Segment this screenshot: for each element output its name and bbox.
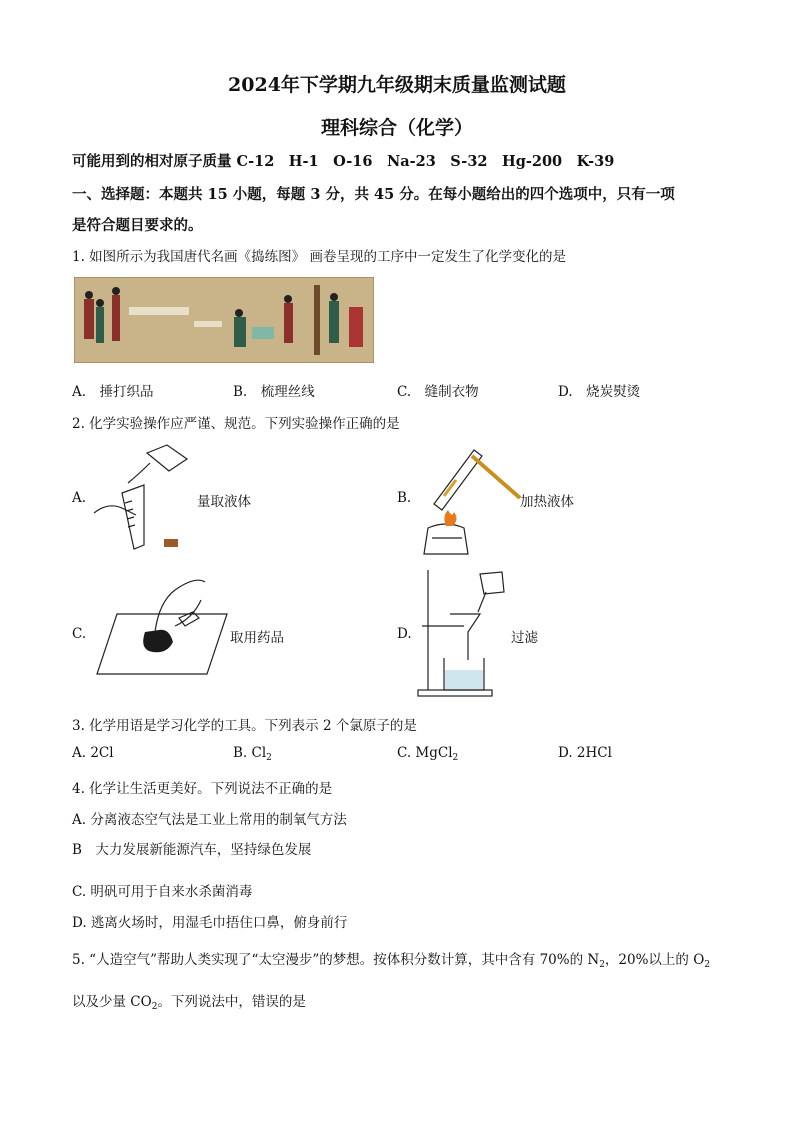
section-heading-line2: 是符合题目要求的。 [72,217,203,234]
q1-option-b: B. 梳理丝线 [233,384,315,400]
q1-option-c: C. 缝制衣物 [397,384,479,400]
painting-image [74,277,374,363]
q1-option-a: A. 捶打织品 [72,384,154,400]
question-4-stem: 4. 化学让生活更美好。下列说法不正确的是 [72,781,333,797]
heating-liquid-illustration [414,436,524,556]
q3-option-a: A. 2Cl [72,745,114,761]
question-2-stem: 2. 化学实验操作应严谨、规范。下列实验操作正确的是 [72,416,400,432]
q2-option-a-label: 量取液体 [197,494,251,510]
q4-option-c: C. 明矾可用于自来水杀菌消毒 [72,884,253,900]
q3-option-d: D. 2HCl [558,745,612,761]
section-heading-line1: 一、选择题：本题共 15 小题，每题 3 分，共 45 分。在每小题给出的四个选项中，只有一项 [72,186,675,203]
measuring-cylinder-illustration [92,443,202,553]
q1-option-d: D. 烧炭熨烫 [558,384,641,400]
q2-option-a-letter: A. [72,490,87,506]
q3-option-b: B. $Cl_2$ [233,745,272,763]
q2-option-d-letter: D. [397,626,412,642]
question-3-stem: 3. 化学用语是学习化学的工具。下列表示 2 个氯原子的是 [72,718,417,734]
q2-option-c-letter: C. [72,626,87,642]
page-title: 2024年下学期九年级期末质量监测试题 [228,74,566,96]
taking-reagent-illustration [95,570,230,680]
filtration-illustration [414,566,519,698]
question-5-stem-line1: 5. “人造空气”帮助人类实现了“太空漫步”的梦想。按体积分数计算，其中含有 70%的 $N_2$，20%以上的 $O_2$ [72,952,711,970]
page-subtitle: 理科综合（化学） [320,117,473,139]
q4-option-d: D. 逃离火场时，用湿毛巾捂住口鼻，俯身前行 [72,915,348,931]
q2-option-b-label: 加热液体 [520,494,574,510]
q3-option-c: C. MgCl$_2$ [397,745,459,763]
q4-option-a: A. 分离液态空气法是工业上常用的制氧气方法 [72,812,347,828]
question-1-stem: 1. 如图所示为我国唐代名画《捣练图》 画卷呈现的工序中一定发生了化学变化的是 [72,249,566,265]
atomic-masses: 可能用到的相对原子质量 C-12 H-1 O-16 Na-23 S-32 Hg-200 K-39 [72,153,615,170]
question-5-stem-line2: 以及少量 $CO_2$。下列说法中，错误的是 [72,994,306,1012]
q2-option-b-letter: B. [397,490,412,506]
q2-option-c-label: 取用药品 [230,630,284,646]
q4-option-b: B 大力发展新能源汽车，坚持绿色发展 [72,842,312,858]
q2-option-d-label: 过滤 [511,630,538,646]
